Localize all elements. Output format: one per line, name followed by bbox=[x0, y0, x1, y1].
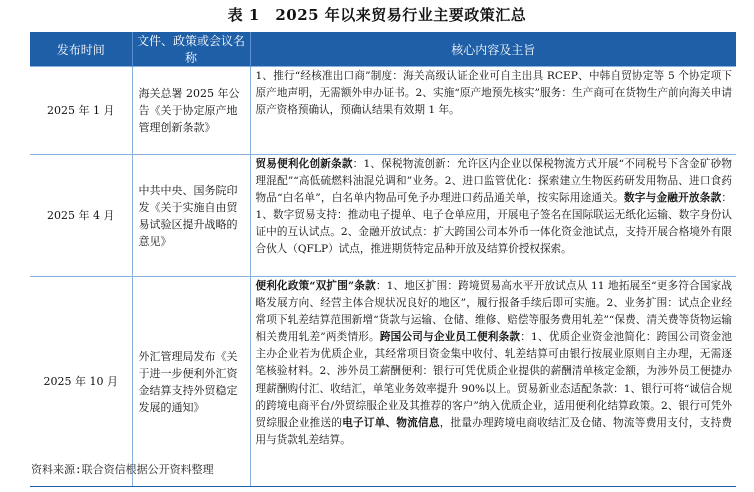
row-content bbox=[250, 155, 736, 277]
content-segment: 1、推行“经核准出口商”制度：海关高级认证企业可自主出具 RCEP、中韩自贸协定等 5 个协定项下原产地声明，无需额外申办证书。2、实施“原产地预先核实”服务：生产商可在货物生产前向海关申请原产资格预确认，预确认结果有效期 1 年。 bbox=[255, 70, 732, 117]
column-header-date: 发布时间 bbox=[30, 32, 132, 67]
row-content bbox=[250, 67, 736, 155]
table-header-row bbox=[30, 32, 736, 67]
table-title: 表 1 2025 年以来贸易行业主要政策汇总 bbox=[227, 6, 527, 24]
content-segment: ：1、优质企业资金池简化：跨国公司资金池主办企业若为优质企业，其经常项目资金集中收付、轧差结算可由银行按展业原则自主办理，无需逐笔核验材料。2、涉外员工薪酬便利：银行可凭优质企业提供的薪酬清单核定金额，为涉外员工便捷办理薪酬购付汇、收结汇，单笔业务效率提升 90%以上。贸易新业态适配条款：1、银行可将“诚信合规的跨境电商平台/外贸综服企业及其推荐的客户”纳入优质企业，适用便利化结算政策。2、银行可凭外贸综服企业推送的 bbox=[255, 331, 733, 429]
content-heading: 便利化政策“双扩围”条款 bbox=[255, 280, 376, 292]
row-date: 2025 年 4 月 bbox=[30, 155, 132, 277]
content-heading: 数字与金融开放条款 bbox=[623, 192, 722, 205]
row-document: 中共中央、国务院印发《关于实施自由贸易试验区提升战略的意见》 bbox=[132, 155, 250, 277]
row-document: 海关总署 2025 年公告《关于协定原产地管理创新条款》 bbox=[132, 67, 250, 155]
content-heading: 跨国公司与企业员工便利条款 bbox=[379, 331, 521, 344]
row-date: 2025 年 10 月 bbox=[30, 277, 132, 487]
row-content bbox=[250, 277, 736, 487]
column-header-content: 核心内容及主旨 bbox=[250, 32, 736, 67]
table-row bbox=[30, 67, 736, 155]
content-heading: 电子订单、物流信息 bbox=[342, 416, 440, 429]
source-note: 资料来源:联合资信根据公开资料整理 bbox=[31, 463, 214, 476]
table-row bbox=[30, 155, 736, 277]
content-segment: ：1、数字贸易支持：推动电子提单、电子仓单应用，开展电子签名在国际联运无纸化运输、数字身份认证中的互认试点。2、金融开放试点：扩大跨国公司本外币一体化资金池试点，支持开展合格境外有限合伙人（QFLP）试点，推进期货特定品种开放及结算价授权探索。 bbox=[255, 192, 732, 256]
row-date: 2025 年 1 月 bbox=[30, 67, 132, 155]
column-header-document: 文件、政策或会议名称 bbox=[132, 32, 250, 67]
content-segment: ：1、地区扩围：跨境贸易高水平开放试点从 11 地拓展至“更多符合国家战略发展方向、经营主体合规状况良好的地区”，履行报备手续后即可实施。2、业务扩围：试点企业经常项下轧差结算范围新增“货款与运输、仓储、维修、赔偿等服务费用轧差”“保费、清关费等货物运输相关费用轧差”两类情形。 bbox=[255, 280, 732, 344]
content-segment: ：1、保税物流创新：允许区内企业以保税物流方式开展“不同税号下含金矿砂物理混配”“高低硫燃料油混兑调和”业务。2、进口监管优化：探索建立生物医药研发用物品、进口食药物品“白名单”，白名单内物品可免予办理进口药品通关单，按实际用途通关。 bbox=[255, 158, 733, 205]
content-segment: ，批量办理跨境电商收结汇及仓储、物流等费用支付，支持费用与货款轧差结算。 bbox=[255, 416, 733, 446]
content-heading: 贸易便利化创新条款 bbox=[255, 158, 353, 170]
row-document: 外汇管理局发布《关于进一步便利外汇资金结算支持外贸稳定发展的通知》 bbox=[132, 277, 250, 487]
policy-table bbox=[30, 32, 736, 487]
table-row bbox=[30, 277, 736, 487]
